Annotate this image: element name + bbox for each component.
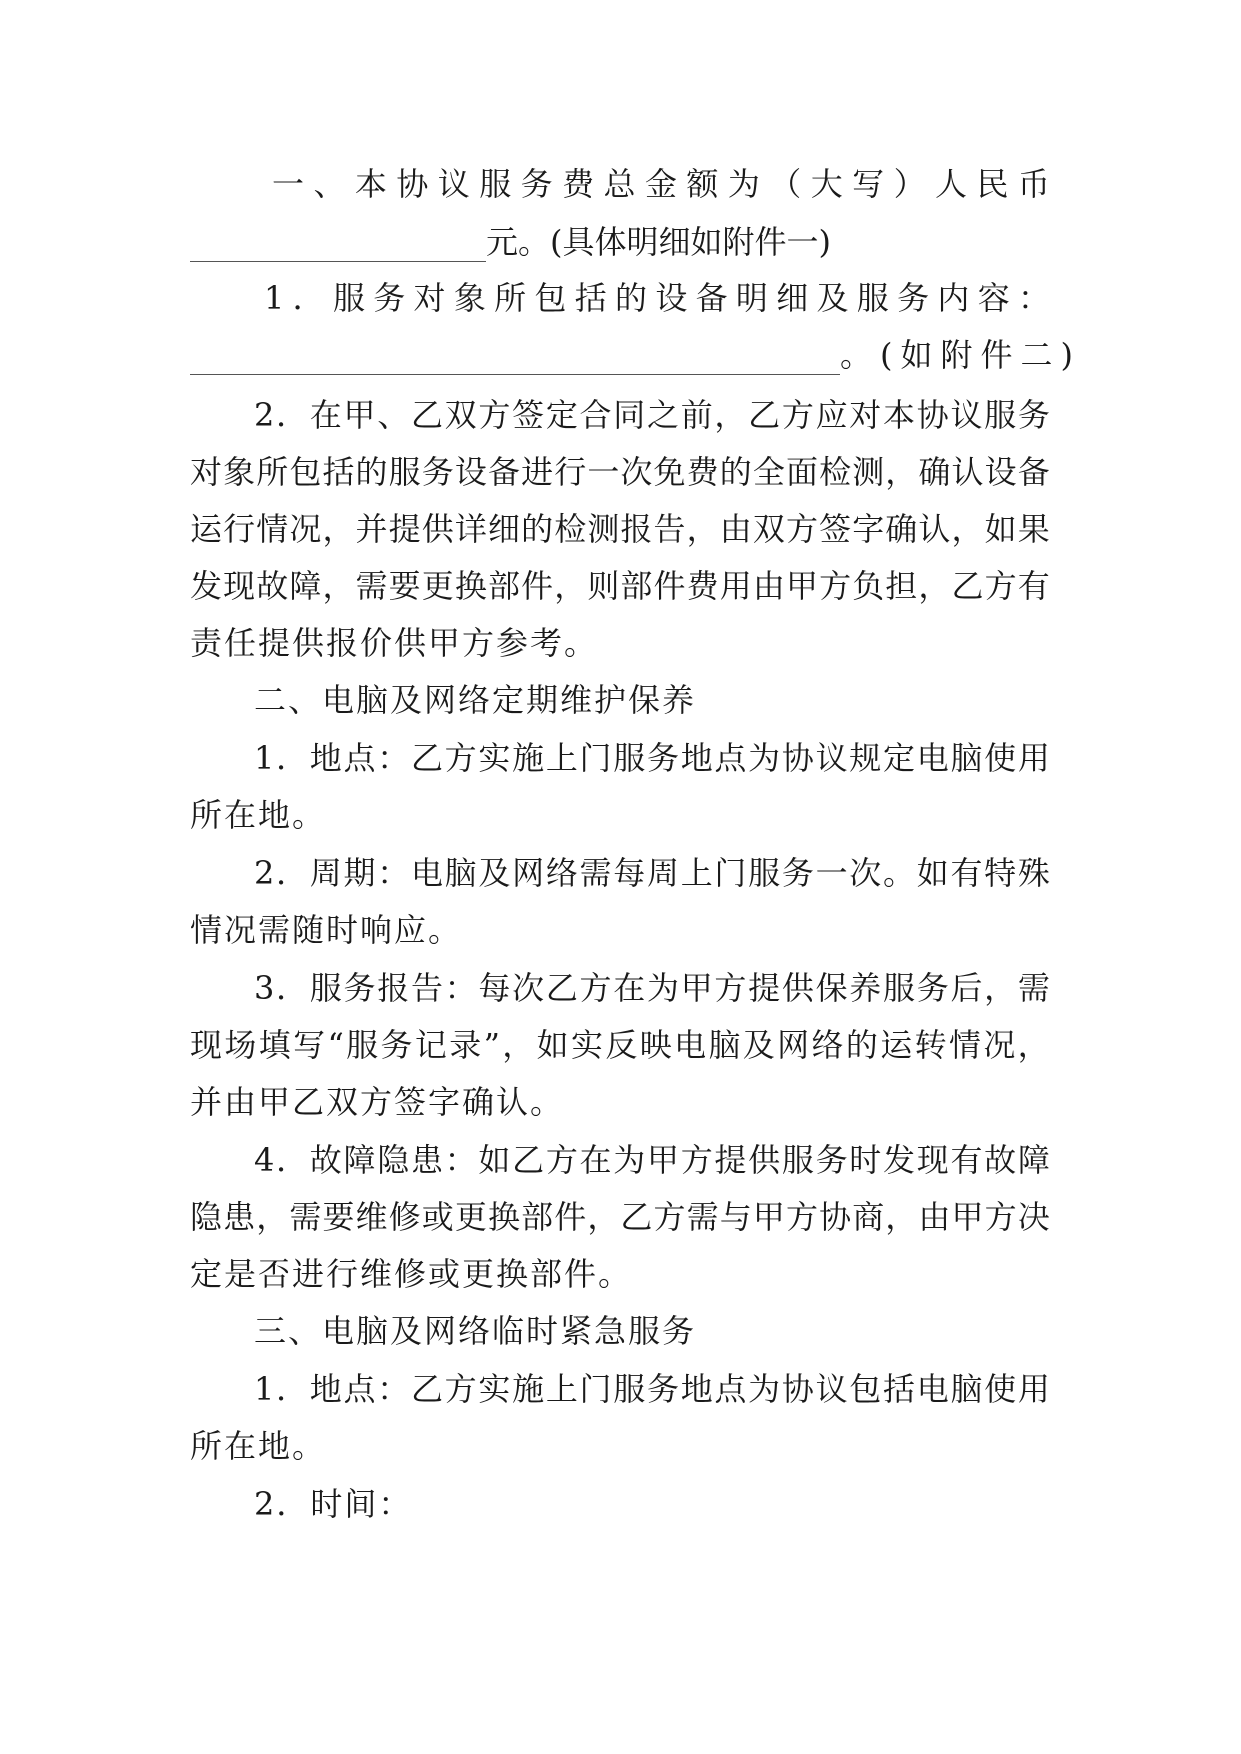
paragraph-report-line2: 现 场 填 写 “ 服 务 记 录 ” ， 如 实 反 映 电 脑 及 网 络 的 运 转 情 况 ， [190,1026,1050,1064]
paragraph-period-line1: 2 ． 周 期 ： 电 脑 及 网 络 需 每 周 上 门 服 务 一 次 。 如 有 特 殊 [254,854,1050,892]
paragraph-total-fee-line1: 一 、 本 协 议 服 务 费 总 金 额 为 （ 大 写 ） 人 民 币 [272,165,1050,203]
equipment-suffix: 。(如附件二) [840,336,1081,374]
paragraph-time: 2．时间： [254,1485,413,1523]
paragraph-report-line3: 并由甲乙双方签字确认。 [190,1083,565,1121]
paragraph-equipment-line2 [190,335,1081,375]
blank-equipment-field [190,344,840,375]
paragraph-emergency-location-line2: 所在地。 [190,1427,327,1465]
paragraph-inspection-line1: 2 ． 在 甲 、 乙 双 方 签 定 合 同 之 前 ， 乙 方 应 对 本 协 议 服 务 [254,396,1050,434]
paragraph-hazard-line3: 定是否进行维修或更换部件。 [190,1255,633,1293]
paragraph-location-line2: 所在地。 [190,796,327,834]
paragraph-total-fee-line2 [190,222,1050,262]
paragraph-inspection-line3: 运 行 情 况 ， 并 提 供 详 细 的 检 测 报 告 ， 由 双 方 签 字 确 认 ， 如 果 [190,510,1050,548]
paragraph-equipment-line1: 1 ． 服 务 对 象 所 包 括 的 设 备 明 细 及 服 务 内 容 ： [264,279,1050,317]
paragraph-inspection-line5: 责任提供报价供甲方参考。 [190,624,599,662]
blank-amount-field [190,231,486,262]
paragraph-inspection-line4: 发 现 故 障 ， 需 要 更 换 部 件 ， 则 部 件 费 用 由 甲 方 负 担 ， 乙 方 有 [190,567,1050,605]
paragraph-inspection-line2: 对 象 所 包 括 的 服 务 设 备 进 行 一 次 免 费 的 全 面 检 测 ， 确 认 设 备 [190,453,1050,491]
total-fee-suffix: 元。(具体明细如附件一) [486,223,831,261]
paragraph-period-line2: 情况需随时响应。 [190,911,463,949]
paragraph-location-line1: 1 ． 地 点 ： 乙 方 实 施 上 门 服 务 地 点 为 协 议 规 定 电 脑 使 用 [254,739,1050,777]
paragraph-report-line1: 3 ． 服 务 报 告 ： 每 次 乙 方 在 为 甲 方 提 供 保 养 服 务 后 ， 需 [254,969,1050,1007]
paragraph-hazard-line1: 4 ． 故 障 隐 患 ： 如 乙 方 在 为 甲 方 提 供 服 务 时 发 现 有 故 障 [254,1141,1050,1179]
paragraph-emergency-location-line1: 1 ． 地 点 ： 乙 方 实 施 上 门 服 务 地 点 为 协 议 包 括 电 脑 使 用 [254,1370,1050,1408]
paragraph-hazard-line2: 隐 患 ， 需 要 维 修 或 更 换 部 件 ， 乙 方 需 与 甲 方 协 商 ， 由 甲 方 决 [190,1198,1050,1236]
section-heading-three: 三、电脑及网络临时紧急服务 [254,1312,697,1350]
section-heading-two: 二、电脑及网络定期维护保养 [254,681,697,719]
